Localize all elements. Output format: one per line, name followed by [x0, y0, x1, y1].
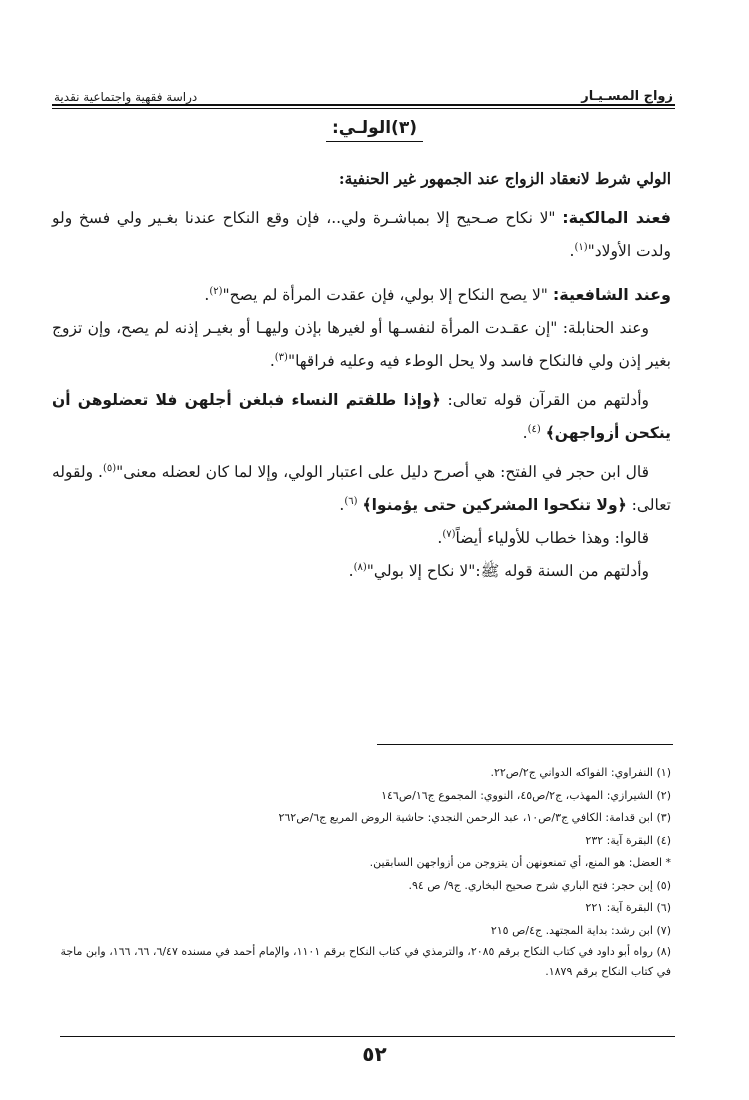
footnote: (٨) رواه أبو داود في كتاب النكاح برقم ٢٠٨٥، والترمذي في كتاب النكاح برقم ١١٠١، والإمام أحمد في مسنده ٦/٤٧، ٦٦، ١٦٦، وابن ماجة في كتاب النكاح برقم ١٨٧٩. [60, 945, 671, 978]
footnote-ref: (٤) [527, 423, 541, 435]
book-subtitle: دراسة فقهية واجتماعية نقدية [54, 90, 198, 104]
footnote: (٥) إبن حجر: فتح الباري شرح صحيح البخاري. ج٩/ ص ٩٤. [408, 878, 671, 892]
lead-maliki: فعند المالكية: [562, 208, 671, 227]
paragraph-shafii: وعند الشافعية: "لا يصح النكاح إلا بولي، فإن عقدت المرأة لم يصح"$^{(٢)}$. [204, 285, 671, 304]
footnote: * العضل: هو المنع، أي تمنعونهن أن يتزوجن من أزواجهن السابقين. [369, 856, 671, 869]
header-rule [52, 104, 675, 109]
subheading: الولي شرط لانعقاد الزواج عند الجمهور غير الحنفية: [338, 169, 671, 188]
footnote: (٣) ابن قدامة: الكافي ج٣/ص١٠، عبد الرحمن النجدي: حاشية الروض المربع ج٦/ص٢٦٢ [278, 811, 671, 824]
footnote-ref: (٢) [209, 285, 223, 297]
footnote-ref: (١) [574, 241, 588, 253]
footnote: (١) النفراوي: الفواكه الدواني ج٢/ص٢٢. [490, 766, 671, 779]
footnote: (٤) البقرة آية: ٢٣٢ [585, 833, 671, 847]
footnote: (٦) البقرة آية: ٢٢١ [585, 901, 671, 914]
paragraph-quran-evidence: وأدلتهم من القرآن قوله تعالى: ﴿وإذا طلقتم النساء فبلغن أجلهن فلا تعضلوهن أن ينكحن أزواجهن﴾ $^{(٤)}$. [52, 391, 671, 442]
footnote-ref: (٣) [274, 351, 288, 363]
main-text [52, 162, 671, 588]
footer-rule [60, 1036, 675, 1037]
paragraph-sunnah-evidence: وأدلتهم من السنة قوله ﷺ:"لا نكاح إلا بولي"$^{(٨)}$. [348, 561, 649, 580]
footnote: (٧) ابن رشد: بداية المجتهد. ج٤/ص ٢١٥ [490, 923, 671, 937]
footnote-ref: (٥) [102, 462, 117, 474]
footnote-ref: (٧) [442, 528, 456, 540]
footnote-separator [377, 744, 673, 745]
quran-verse: ﴿ولا تنكحوا المشركين حتى يؤمنوا﴾ [362, 496, 627, 514]
book-title: زواج المسـيـار [581, 89, 673, 104]
footnote: (٢) الشيرازي: المهذب، ج٢/ص٤٥، النووي: المجموع ج١٦/ص١٤٦ [381, 788, 671, 802]
page-number: ٥٢ [362, 1042, 387, 1066]
footnotes [52, 762, 671, 982]
paragraph-guardians: قالوا: وهذا خطاب للأولياء أيضاً$^{(٧)}$. [437, 528, 649, 547]
footnote-ref: (٦) [344, 495, 358, 507]
paragraph-ibn-hajar: قال ابن حجر في الفتح: هي أصرح دليل على اعتبار الولي، وإلا لما كان لعضله معنى"$^{(٥)}$. ولقوله تعالى: ﴿ولا تنكحوا المشركين حتى يؤمنوا﴾ $^{(٦)}$. [52, 462, 671, 514]
paragraph-hanbali: وعند الحنابلة: "إن عقـدت المرأة لنفسـها أو لغيرها بإذن وليهـا أو بغيـر إذنه لم يصح، وإن تزوج بغير إذن ولي فالنكاح فاسد ولا يحل الوطء فيه وعليه فراقها"$^{(٣)}$. [52, 319, 671, 370]
running-header [54, 78, 673, 104]
lead-shafii: وعند الشافعية: [552, 285, 671, 304]
section-title: (٣)الولـي: [0, 118, 749, 138]
paragraph-maliki: فعند المالكية: "لا نكاح صـحيح إلا بمباشـرة ولي..، فإن وقع النكاح عندنا بغـير ولي فسخ ولو ولدت الأولاد"$^{(١)}$. [52, 208, 671, 260]
quran-verse: ﴿وإذا طلقتم النساء فبلغن أجلهن فلا تعضلوهن أن ينكحن أزواجهن﴾ [52, 391, 671, 442]
footnote-ref: (٨) [353, 561, 367, 573]
